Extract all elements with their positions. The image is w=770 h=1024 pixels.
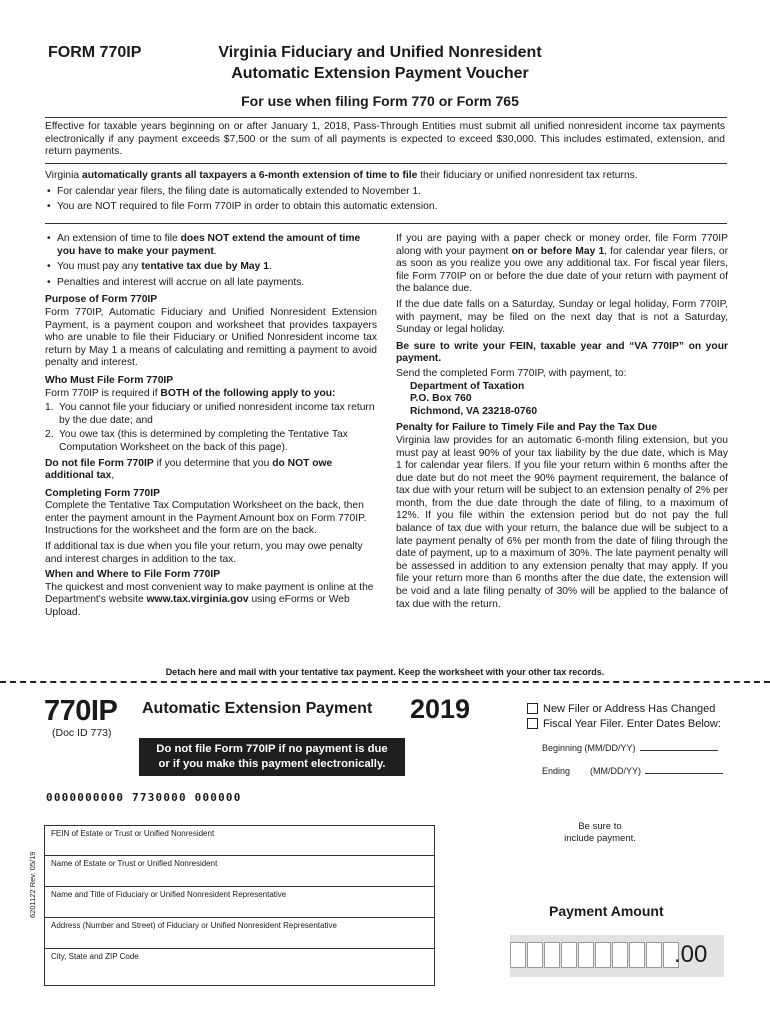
new-filer-checkbox[interactable] xyxy=(527,703,538,714)
who-item-2: 2. You owe tax (this is determined by completing the Tentative Tax Computation Worksheet on the back of this page). xyxy=(45,429,348,453)
intro-divider xyxy=(45,163,727,164)
auto-bullet-2: • You are NOT required to file Form 770IP in order to obtain this automatic extension. xyxy=(45,201,725,214)
who-heading: Who Must File Form 770IP xyxy=(45,374,174,386)
who-item-1: 1. You cannot file your fiduciary or unified nonresident income tax return by the due date; and xyxy=(45,402,375,426)
additional-tax-text: If additional tax is due when you file your return, you may owe penalty and interest charges in addition to the tax. xyxy=(45,541,363,565)
left-bullet-2: • You must pay any tentative tax due by May 1. xyxy=(45,261,377,274)
address-line-1: Department of Taxation xyxy=(410,380,525,392)
purpose-heading: Purpose of Form 770IP xyxy=(45,294,158,306)
ending-date-field[interactable]: Ending (MM/DD/YY) xyxy=(542,766,723,776)
do-not-file-text: Do not file Form 770IP if you determine that you do NOT owe additional tax, xyxy=(45,457,333,482)
left-bullet-3: • Penalties and interest will accrue on all late payments. xyxy=(45,277,377,290)
fiduciary-name-field[interactable]: Name and Title of Fiduciary or Unified Nonresident Representative xyxy=(44,887,435,918)
beginning-date-field[interactable]: Beginning (MM/DD/YY) xyxy=(542,743,718,753)
completing-text: Complete the Tentative Tax Computation Worksheet on the back, then enter the payment amount in the Payment Amount box on Form 770IP. Instructions for the worksheet and the form are on the back. xyxy=(45,500,367,537)
form-number: FORM 770IP xyxy=(48,44,142,61)
who-text: Form 770IP is required if BOTH of the following apply to you: xyxy=(45,387,336,399)
automatic-extension-text: Virginia automatically grants all taxpayers a 6-month extension of time to file their fiduciary or unified nonresident tax returns. xyxy=(45,170,638,181)
estate-name-field[interactable]: Name of Estate or Trust or Unified Nonresident xyxy=(44,856,435,887)
when-text: The quickest and most convenient way to make payment is online at the Department's website www.tax.virginia.gov using eForms or Web Upload. xyxy=(45,581,374,619)
automatic-extension-section xyxy=(45,170,725,214)
banner-line-2: or if you make this payment electronically. xyxy=(158,758,386,770)
form-title xyxy=(170,42,590,84)
new-filer-option[interactable]: New Filer or Address Has Changed xyxy=(527,702,721,717)
city-state-zip-field[interactable]: City, State and ZIP Code xyxy=(44,949,435,986)
voucher-heading: Automatic Extension Payment xyxy=(142,700,373,717)
penalty-heading: Penalty for Failure to Timely File and Pay the Tax Due xyxy=(396,422,658,434)
purpose-text: Form 770IP, Automatic Fiduciary and Unified Nonresident Extension Payment, is a payment coupon and worksheet that provides taxpayers who are unable to file their Fiduciary or Unified Nonresident income tax return by May 1 a means of calculating and remitting a payment to avoid penalty and interest. xyxy=(45,306,377,369)
fein-field[interactable]: FEIN of Estate or Trust or Unified Nonresident xyxy=(44,825,435,856)
payment-amount-box[interactable] xyxy=(510,935,724,977)
section-divider xyxy=(45,223,727,224)
right-column xyxy=(396,233,728,611)
send-text: Send the completed Form 770IP, with payment, to: xyxy=(396,367,627,379)
address-line-3: Richmond, VA 23218-0760 xyxy=(410,405,538,417)
be-sure-text: Be sure to write your FEIN, taxable year and “VA 770IP” on your payment. xyxy=(396,340,728,365)
voucher-form-id: 770IP xyxy=(44,695,118,727)
intro-paragraph: Effective for taxable years beginning on or after January 1, 2018, Pass-Through Entities must submit all unified nonresident income tax payments electronically if any payment exceeds $7,500 or the sum of all payments is expected to exceed $30,000. This includes estimated, extension, and return payments. xyxy=(45,121,725,158)
weekend-text: If the due date falls on a Saturday, Sunday or legal holiday, Form 770IP, with payment, may be filed on the next day that is not a Saturday, Sunday or legal holiday. xyxy=(396,298,728,336)
tax-year: 2019 xyxy=(410,694,471,724)
detach-instruction: Detach here and mail with your tentative tax payment. Keep the worksheet with your other tax records. xyxy=(165,667,605,677)
when-heading: When and Where to File Form 770IP xyxy=(45,569,221,581)
penalty-text: Virginia law provides for an automatic 6-month filing extension, but you must pay at least 90% of your tax liability by the due date, which is May 1 for calendar year filers. If you file your return within 6 months after the due date but do not meet the 90% payment requirement, the balance of tax due with your return will be subject to an extension penalty of 2% per month, from the due date through the date of filing, to a maximum of 12%. If you file within the extension period but do not pay the full balance of tax due with your return, the balance due will be subject to a late payment penalty of 6% per month from the date of filing through the date of payment, up to a maximum of 30%. The late payment penalty will be assessed in addition to any extension penalty that may apply. If you file your return more than 6 months after the due date, the extension will be void and a late filing penalty of 30% will be applied to the balance of tax due with the return. xyxy=(396,434,728,610)
banner-line-1: Do not file Form 770IP if no payment is due xyxy=(156,743,388,755)
payment-amount-label: Payment Amount xyxy=(549,903,664,919)
paper-check-text: If you are paying with a paper check or money order, file Form 770IP along with your payment on or before May 1, for calendar year filers, or as soon as you realize you owe any additional tax. For fiscal year filers, file Form 770IP on or before the due date of your return with payment of the balance due. xyxy=(396,233,729,295)
no-payment-banner xyxy=(139,738,405,776)
left-column xyxy=(45,233,377,620)
payment-digit-cells[interactable] xyxy=(510,942,680,973)
title-line-2: Automatic Extension Payment Voucher xyxy=(231,65,529,82)
header-divider xyxy=(45,117,727,118)
completing-heading: Completing Form 770IP xyxy=(45,487,161,499)
filer-options xyxy=(527,702,721,732)
address-line-2: P.O. Box 760 xyxy=(410,393,472,405)
mailing-address xyxy=(396,381,728,419)
revision-code: 6201122 Rev. 05/19 xyxy=(28,851,37,918)
form-subtitle: For use when filing Form 770 or Form 765 xyxy=(241,93,519,109)
include-payment-note: Be sure to include payment. xyxy=(564,821,636,844)
ocr-scanline: 0000000000 7730000 000000 xyxy=(46,791,242,804)
fiscal-filer-checkbox[interactable] xyxy=(527,718,538,729)
title-line-1: Virginia Fiduciary and Unified Nonresident xyxy=(218,44,542,61)
doc-id: (Doc ID 773) xyxy=(52,727,112,739)
fiscal-filer-option[interactable]: Fiscal Year Filer. Enter Dates Below: xyxy=(527,717,721,732)
address-field[interactable]: Address (Number and Street) of Fiduciary or Unified Nonresident Representative xyxy=(44,918,435,949)
left-bullet-1: • An extension of time to file does NOT extend the amount of time you have to make your payment. xyxy=(45,233,377,258)
payment-cents: .00 xyxy=(674,941,708,968)
detach-line xyxy=(0,681,770,683)
auto-bullet-1: • For calendar year filers, the filing date is automatically extended to November 1. xyxy=(45,186,725,199)
